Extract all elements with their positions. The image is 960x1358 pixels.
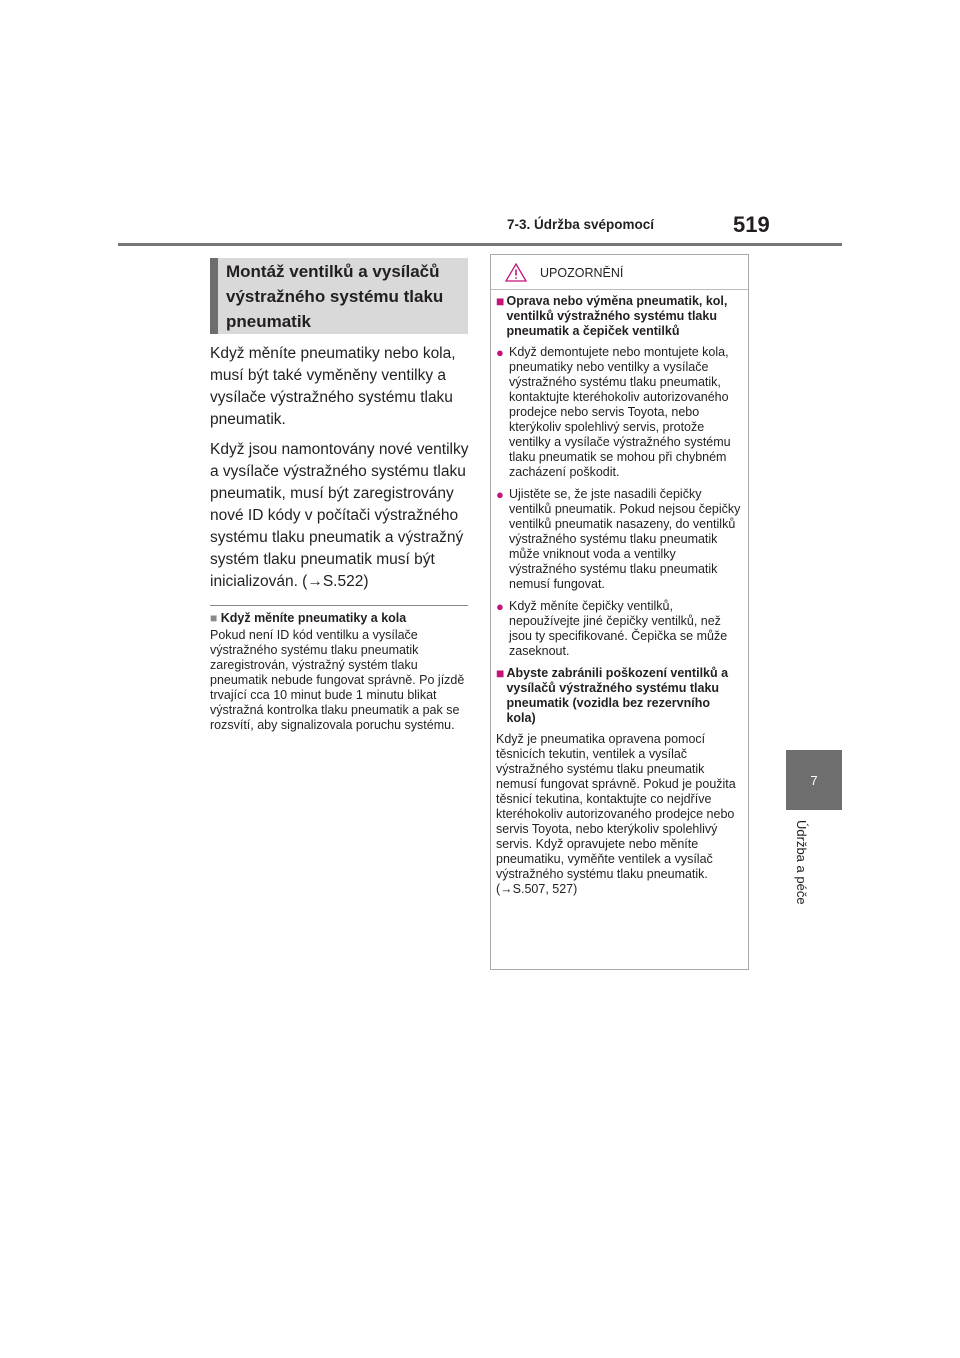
note-divider	[210, 605, 468, 606]
square-bullet-icon: ■	[496, 665, 505, 681]
warning-box	[490, 254, 749, 970]
section-body	[210, 343, 472, 601]
warning-content	[491, 290, 748, 897]
chapter-number: 7	[810, 772, 818, 788]
warning-bullet	[496, 599, 742, 659]
note-block	[210, 611, 472, 733]
chapter-label: Údržba a péče	[794, 820, 809, 905]
warning-paragraph: Když je pneumatika opravena pomocí těsnicích tekutin, ventilek a vysílač výstražného systému tlaku pneumatik nemusí fungovat správně. Pokud je použita těsnicí tekutina, kontaktujte co nejdříve kteréhokoliv autorizovaného prodejce nebo servis Toyota, nebo kterýkoliv spolehlivý servis. Když opravujete nebo měníte pneumatiku, vyměňte ventilek a vysílač výstražného systému tlaku pneumatik. (→S.507, 527)	[496, 732, 736, 896]
warning-subheading	[496, 294, 742, 339]
warning-bullet	[496, 345, 742, 480]
round-bullet-icon: ●	[496, 487, 504, 502]
warning-subheading	[496, 666, 742, 726]
note-title-row	[210, 611, 472, 626]
warning-subheading-text: Oprava nebo výměna pneumatik, kol, ventilků výstražného systému tlaku pneumatik a čepiček ventilků	[506, 294, 728, 338]
warning-header	[491, 255, 748, 290]
warning-bullet-text: Když demontujete nebo montujete kola, pneumatiky nebo ventilky a vysílače výstražného systému tlaku pneumatik, kontaktujte kteréhokoliv autorizovaného prodejce nebo servis Toyota, nebo kterýkoliv spolehlivý servis, protože ventilky a vysílače výstražného systému tlaku pneumatik se mohou při chybném zacházení poškodit.	[509, 345, 731, 479]
body-paragraph: Když jsou namontovány nové ventilky a vysílače výstražného systému tlaku pneumatik, musí být zaregistrovány nové ID kódy v počítači výstražného systému tlaku pneumatik a výstražný systém tlaku pneumatik musí být inicializován. (→S.522)	[210, 441, 469, 590]
note-title: Když měníte pneumatiky a kola	[220, 611, 407, 625]
warning-triangle-icon	[505, 263, 527, 282]
square-bullet-icon: ■	[496, 293, 505, 309]
square-bullet-icon: ■	[210, 611, 218, 625]
note-text: Pokud není ID kód ventilku a vysílače výstražného systému tlaku pneumatik zaregistrován, výstražný systém tlaku pneumatik nebude fungovat správně. Po jízdě trvající cca 10 minut bude 1 minutu blikat výstražná kontrolka tlaku pneumatik a pak se rozsvítí, aby signalizovala poruchu systému.	[210, 628, 465, 732]
chapter-tab[interactable]	[786, 750, 842, 810]
round-bullet-icon: ●	[496, 345, 504, 360]
warning-subheading-text: Abyste zabránili poškození ventilků a vysílačů výstražného systému tlaku pneumatik (vozidla bez rezervního kola)	[506, 666, 729, 725]
round-bullet-icon: ●	[496, 599, 504, 614]
warning-bullet-text: Ujistěte se, že jste nasadili čepičky ventilků pneumatik. Pokud nejsou čepičky ventilků pneumatik nasazeny, do ventilků výstražného systému tlaku pneumatik může vniknout voda a ventilky výstražného systému tlaku pneumatik nemusí fungovat.	[509, 487, 741, 591]
warning-bullet-text: Když měníte čepičky ventilků, nepoužívejte jiné čepičky ventilků, než jsou ty specifikované. Čepička se může zaseknout.	[509, 599, 728, 658]
section-title: Montáž ventilků a vysílačů výstražného systému tlaku pneumatik	[210, 258, 468, 334]
page-number: 519	[733, 212, 770, 237]
body-paragraph: Když měníte pneumatiky nebo kola, musí být také vyměněny ventilky a vysílače výstražného systému tlaku pneumatik.	[210, 345, 456, 428]
header-divider	[118, 243, 842, 246]
warning-title: UPOZORNĚNÍ	[540, 266, 624, 280]
warning-bullet	[496, 487, 742, 592]
section-heading: 7-3. Údržba svépomocí	[507, 217, 655, 232]
